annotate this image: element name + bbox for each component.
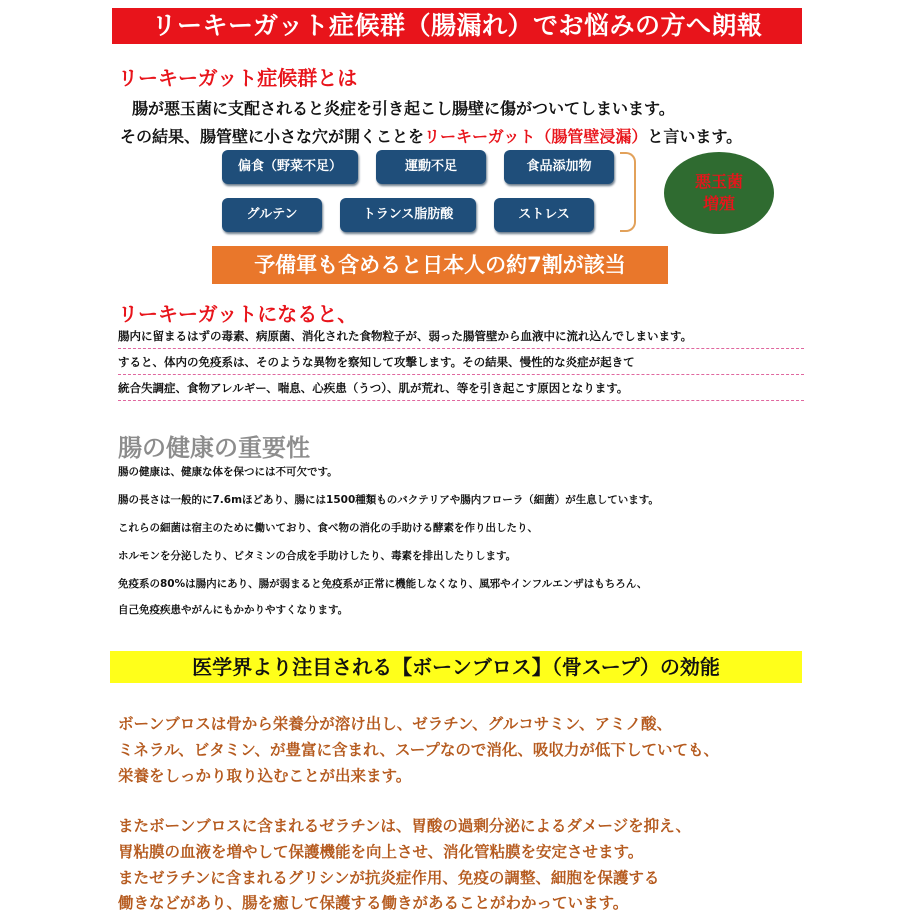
cause-box-food-additives: 食品添加物: [504, 150, 614, 184]
becomes-line-2: すると、体内の免疫系は、そのような異物を察知して攻撃します。その結果、慢性的な炎症が起きて: [118, 355, 635, 369]
dashed-divider: [118, 348, 804, 349]
importance-line-4: ホルモンを分泌したり、ビタミンの合成を手助けしたり、毒素を排出したりします。: [118, 550, 517, 562]
leaky-gut-line-1: 腸が悪玉菌に支配されると炎症を引き起こし腸壁に傷がついてしまいます。: [132, 99, 675, 118]
cause-box-trans-fat: トランス脂肪酸: [340, 198, 476, 232]
broth-line-1: ボーンブロスは骨から栄養分が溶け出し、ゼラチン、グルコサミン、アミノ酸、: [118, 715, 672, 733]
bad-bacteria-circle: [664, 152, 774, 234]
dashed-divider: [118, 400, 804, 401]
broth-line-7: 働きなどがあり、腸を癒して保護する働きがあることがわかっています。: [118, 894, 629, 912]
dashed-divider: [118, 374, 804, 375]
cause-box-lack-of-exercise: 運動不足: [376, 150, 486, 184]
broth-line-3: 栄養をしっかり取り込むことが出来ます。: [118, 767, 412, 785]
becomes-line-3: 統合失調症、食物アレルギー、喘息、心疾患（うつ）、肌が荒れ、等を引き起こす原因となります。: [118, 381, 629, 395]
circle-text-2: 増殖: [702, 194, 735, 213]
leaky-gut-term: リーキーガット（腸管壁浸漏）: [424, 127, 648, 146]
importance-line-3: これらの細菌は宿主のために働いており、食べ物の消化の手助ける酵素を作り出したり、: [118, 522, 538, 534]
leaky-gut-heading: リーキーガット症候群とは: [118, 66, 358, 90]
prevalence-banner: 予備軍も含めると日本人の約7割が該当: [212, 246, 668, 284]
importance-line-2: 腸の長さは一般的に7.6mほどあり、腸には1500種類ものバクテリアや腸内フローラ（細菌）が生息しています。: [118, 494, 659, 506]
line2-suffix: と言います。: [647, 127, 743, 146]
broth-line-5: 胃粘膜の血液を増やして保護機能を向上させ、消化管粘膜を安定させます。: [118, 843, 644, 861]
bracket-shape: [620, 152, 636, 232]
broth-line-2: ミネラル、ビタミン、が豊富に含まれ、スープなので消化、吸収力が低下していても、: [118, 741, 719, 759]
importance-line-1: 腸の健康は、健康な体を保つには不可欠です。: [118, 466, 338, 478]
importance-line-5: 免疫系の80%は腸内にあり、腸が弱まると免疫系が正常に機能しなくなり、風邪やインフルエンザはもちろん、: [118, 578, 648, 590]
line2-prefix: その結果、腸管壁に小さな穴が開くことを: [120, 127, 425, 146]
header-banner: リーキーガット症候群（腸漏れ）でお悩みの方へ朗報: [112, 8, 802, 44]
cause-box-unbalanced-diet: 偏食（野菜不足）: [222, 150, 358, 184]
circle-text-1: 悪玉菌: [694, 172, 743, 191]
cause-box-stress: ストレス: [494, 198, 594, 232]
becomes-heading: リーキーガットになると、: [118, 302, 358, 326]
importance-title: 腸の健康の重要性: [118, 434, 310, 462]
becomes-line-1: 腸内に留まるはずの毒素、病原菌、消化された食物粒子が、弱った腸管壁から血液中に流れ込んでしまいます。: [118, 329, 693, 343]
broth-line-6: またゼラチンに含まれるグリシンが抗炎症作用、免疫の調整、細胞を保護する: [118, 869, 660, 887]
importance-line-6: 自己免疫疾患やがんにもかかりやすくなります。: [118, 604, 349, 616]
broth-line-4: またボーンブロスに含まれるゼラチンは、胃酸の過剰分泌によるダメージを抑え、: [118, 817, 692, 835]
leaky-gut-line-2: [120, 124, 742, 147]
bone-broth-banner: 医学界より注目される【ボーンブロス】（骨スープ）の効能: [110, 651, 802, 683]
cause-box-gluten: グルテン: [222, 198, 322, 232]
